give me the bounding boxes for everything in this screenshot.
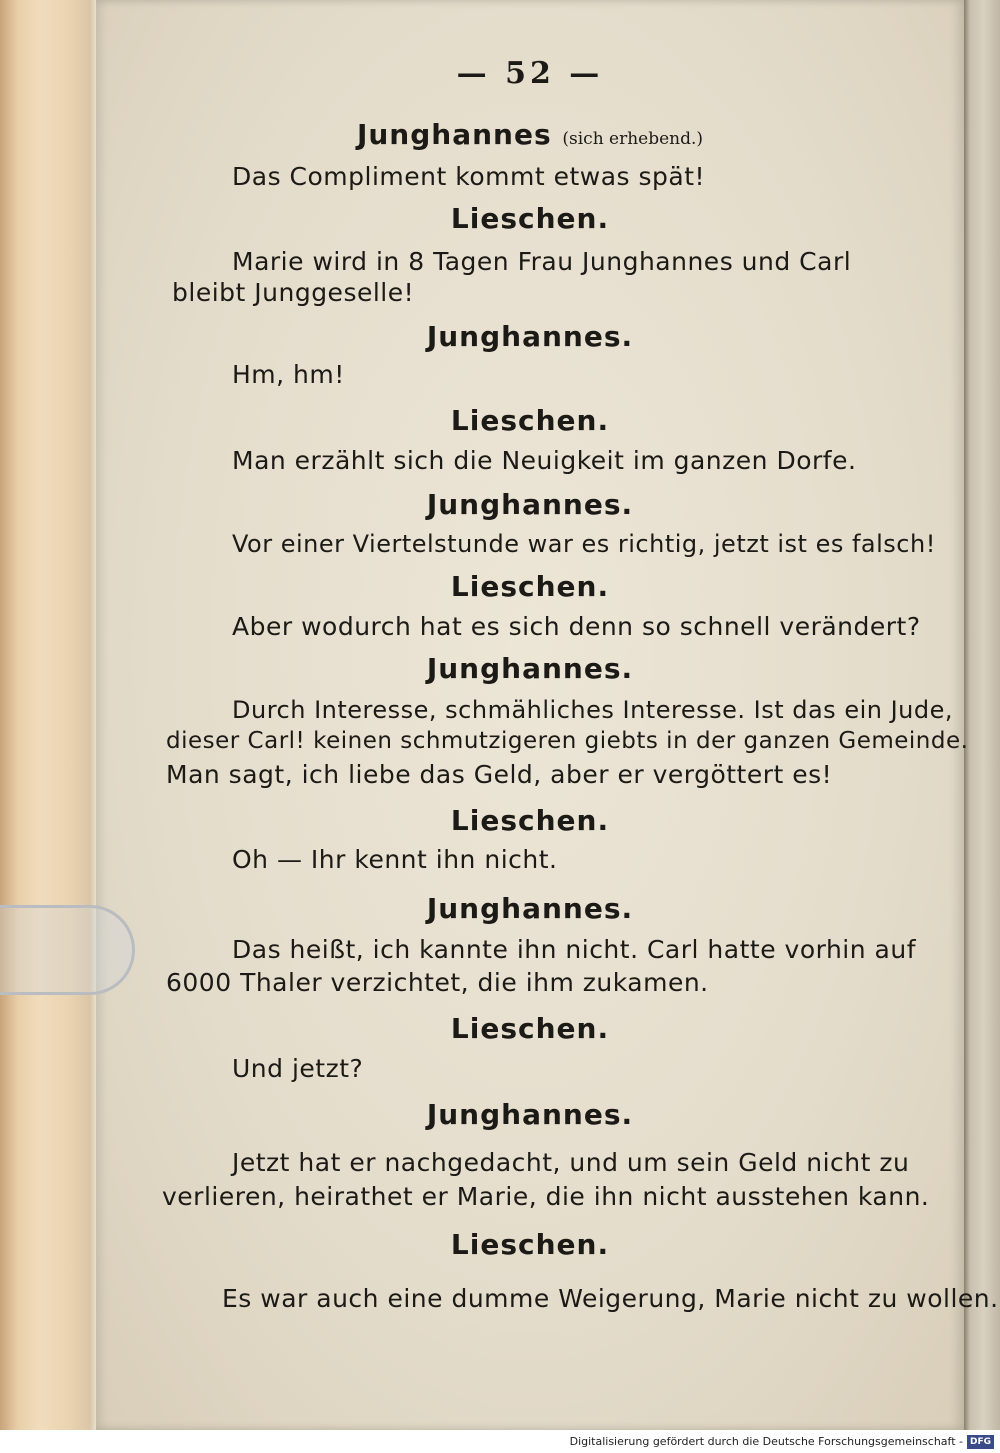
dialogue-line: Es war auch eine dumme Weigerung, Marie nicht zu wollen. (222, 1284, 999, 1313)
page-number: — 52 — (456, 56, 604, 91)
dialogue-line: verlieren, heirathet er Marie, die ihn nicht ausstehen kann. (162, 1182, 930, 1211)
dialogue-line: Man sagt, ich liebe das Geld, aber er vergöttert es! (166, 760, 833, 789)
dialogue-line: Aber wodurch hat es sich denn so schnell verändert? (232, 612, 921, 641)
speaker-name: Lieschen. (450, 570, 610, 603)
speaker-name: Lieschen. (450, 804, 610, 837)
speaker-name: Junghannes (356, 118, 552, 151)
dialogue-line: Das Compliment kommt etwas spät! (232, 162, 706, 191)
speaker-name: Junghannes. (426, 320, 634, 353)
speaker-name: Lieschen. (450, 1012, 610, 1045)
dialogue-line: 6000 Thaler verzichtet, die ihm zukamen. (166, 968, 709, 997)
speaker-name: Lieschen. (450, 202, 610, 235)
dialogue-line: Vor einer Viertelstunde war es richtig, jetzt ist es falsch! (232, 530, 936, 558)
speaker-name: Lieschen. (450, 1228, 610, 1261)
stage-direction: (sich erhebend.) (562, 129, 704, 149)
footer-text: Digitalisierung gefördert durch die Deutsche Forschungsgemeinschaft - (569, 1435, 963, 1448)
dialogue-line: dieser Carl! keinen schmutzigeren giebts in der ganzen Gemeinde. (166, 728, 969, 754)
speaker-name: Junghannes. (426, 652, 634, 685)
dfg-logo-icon: DFG (967, 1435, 994, 1449)
speaker-name: Junghannes. (426, 488, 634, 521)
dialogue-line: Man erzählt sich die Neuigkeit im ganzen Dorfe. (232, 446, 857, 475)
dialogue-line: Und jetzt? (232, 1054, 364, 1083)
dialogue-line: Jetzt hat er nachgedacht, und um sein Geld nicht zu (232, 1148, 910, 1177)
speaker-name: Lieschen. (450, 404, 610, 437)
speaker-name: Junghannes. (426, 892, 634, 925)
speaker-line (96, 118, 964, 151)
dialogue-line: Durch Interesse, schmähliches Interesse. Ist das ein Jude, (232, 696, 954, 724)
page-content (96, 0, 999, 1430)
dialogue-line: Hm, hm! (232, 360, 345, 389)
dialogue-line: bleibt Junggeselle! (172, 278, 415, 307)
next-page-edge (964, 0, 1000, 1430)
speaker-name: Junghannes. (426, 1098, 634, 1131)
digitization-footer (0, 1430, 1000, 1453)
dialogue-line: Das heißt, ich kannte ihn nicht. Carl hatte vorhin auf (232, 935, 916, 964)
dialogue-line: Marie wird in 8 Tagen Frau Junghannes und Carl (232, 247, 852, 276)
dialogue-line: Oh — Ihr kennt ihn nicht. (232, 845, 558, 874)
